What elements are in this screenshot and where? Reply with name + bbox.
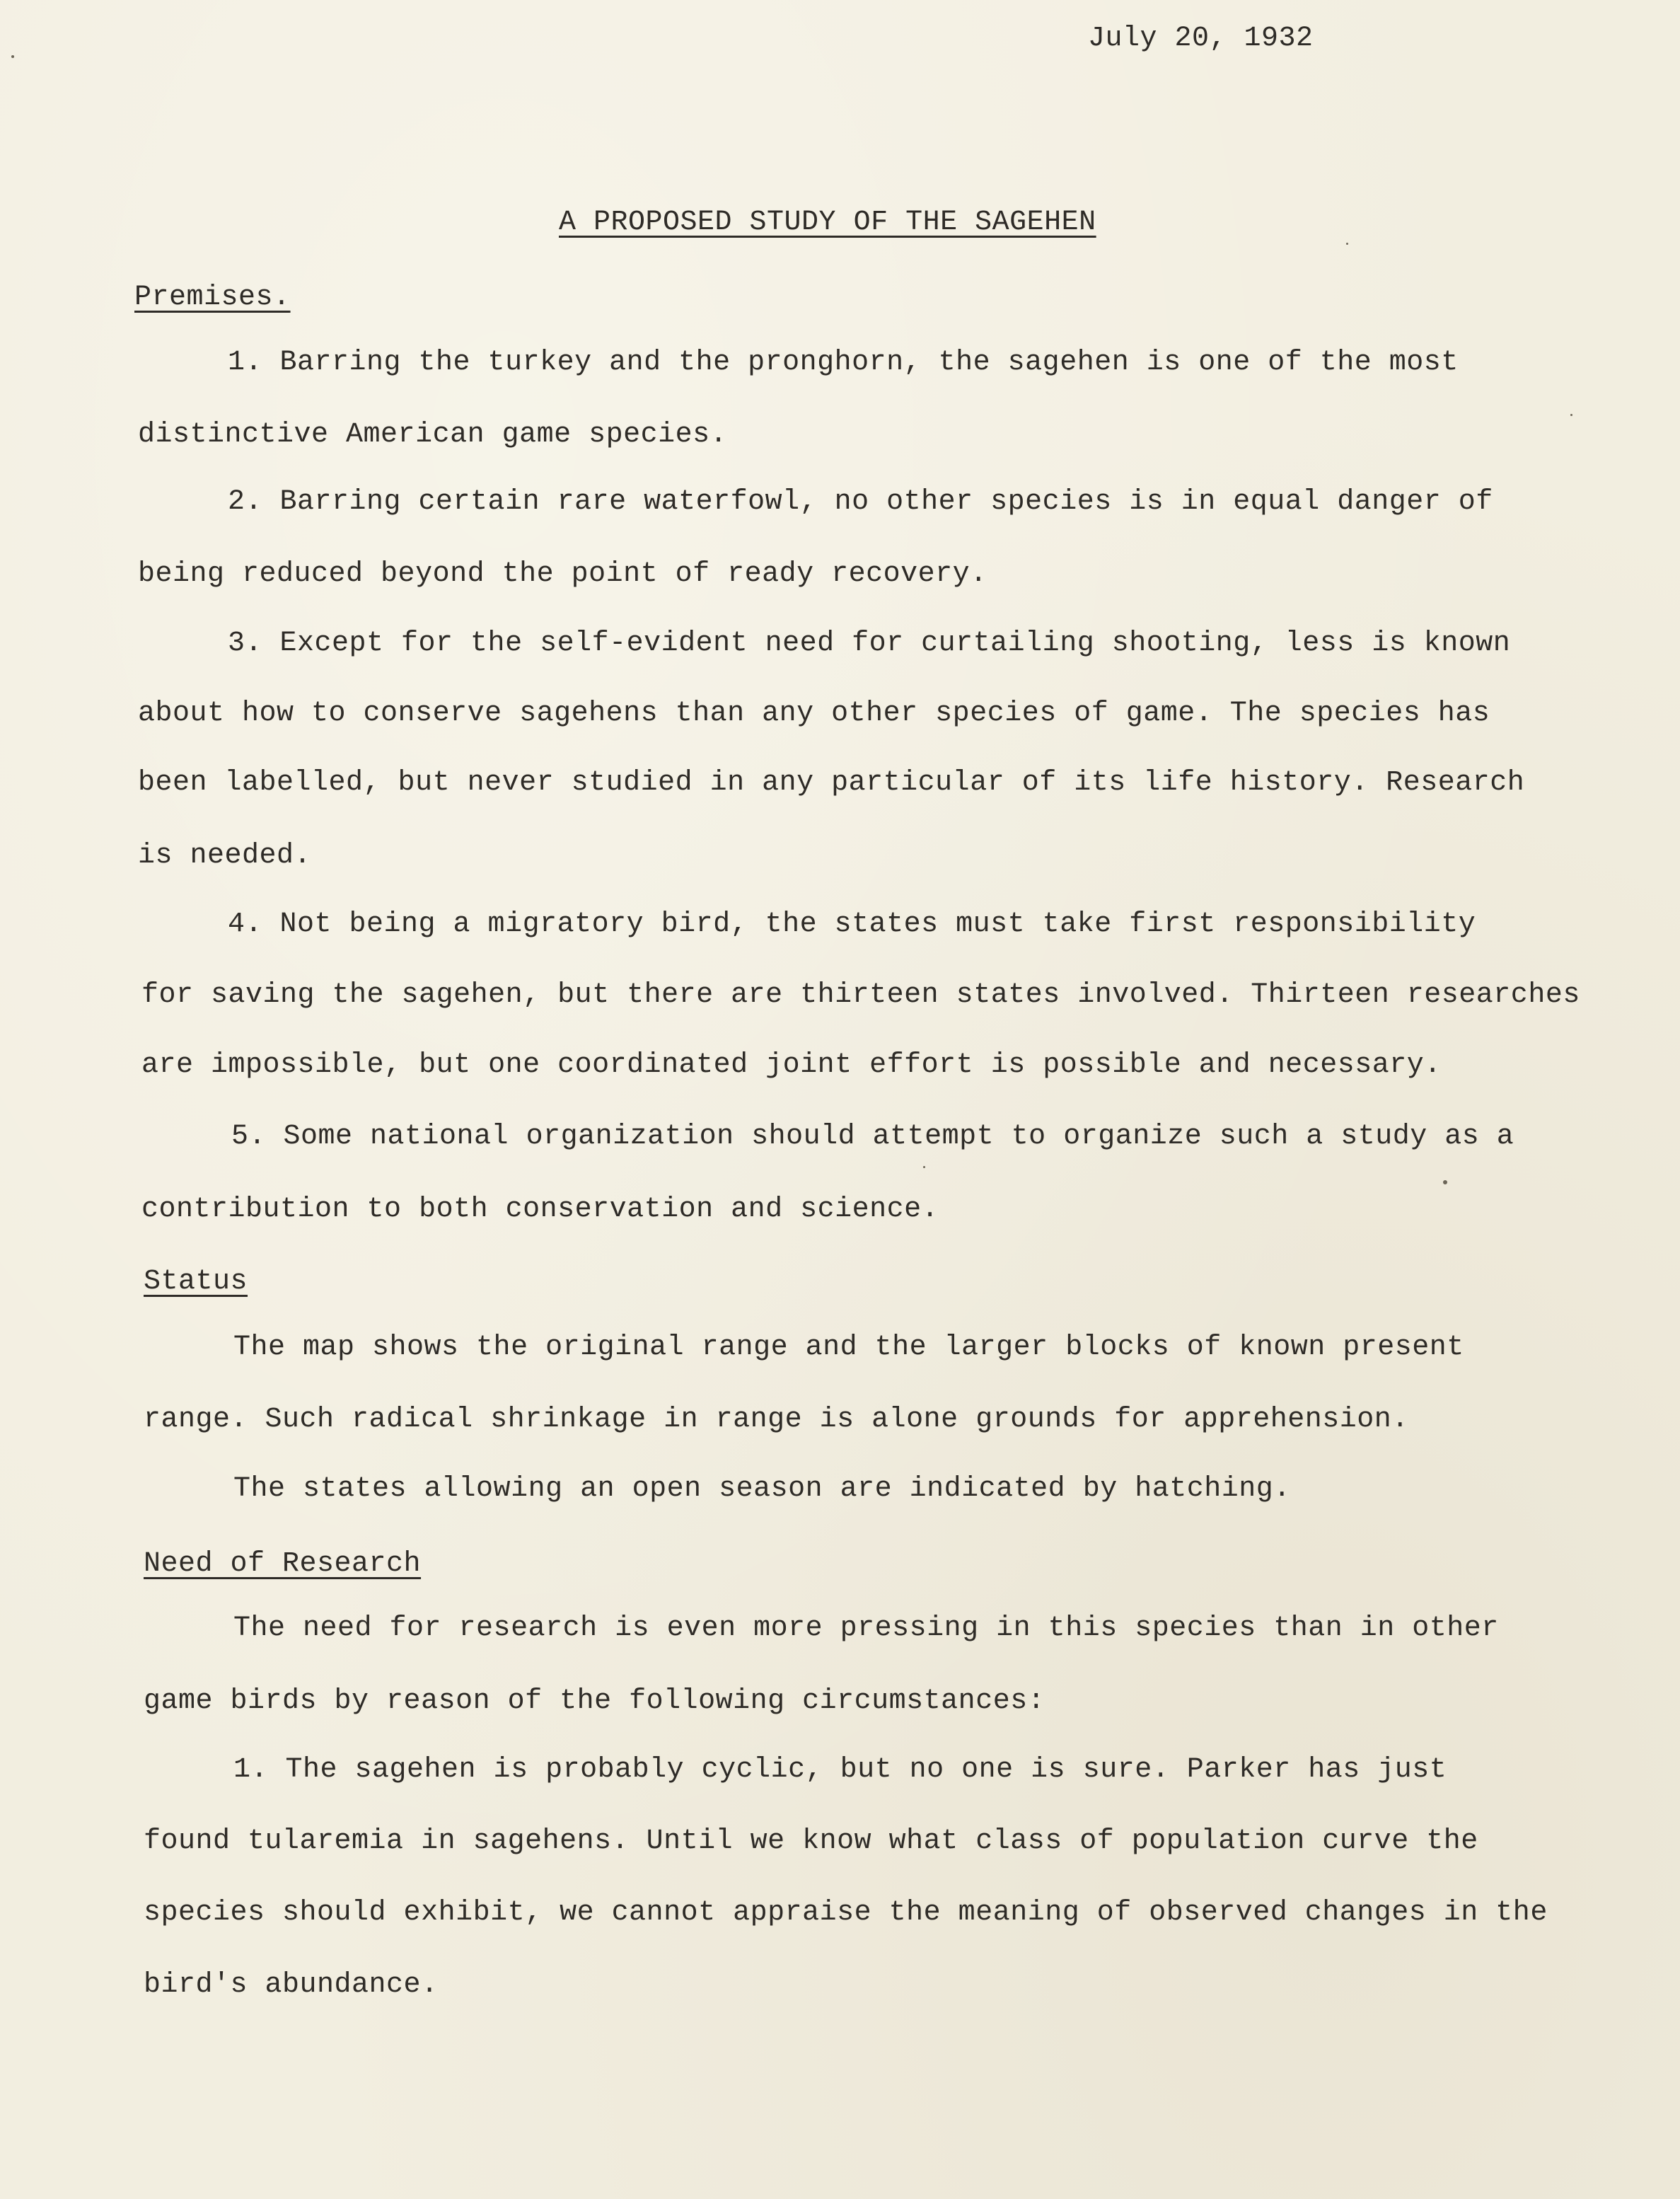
premise-1-line-1: 1. Barring the turkey and the pronghorn, the sagehen is one of the most: [228, 347, 1459, 379]
paper-speck: [1443, 1180, 1447, 1184]
premise-5-line-1: 5. Some national organization should attempt to organize such a study as a: [231, 1121, 1514, 1153]
premise-3-line-3: been labelled, but never studied in any particular of its life history. Research: [138, 767, 1525, 799]
research-para-1-line-2: game birds by reason of the following circumstances:: [144, 1685, 1045, 1717]
paper-speck: [11, 55, 14, 58]
premise-3-line-4: is needed.: [138, 840, 312, 872]
document-title: A PROPOSED STUDY OF THE SAGEHEN: [559, 207, 1096, 238]
paper-speck: [923, 1166, 925, 1168]
premise-4-line-1: 4. Not being a migratory bird, the states must take first responsibility: [228, 908, 1476, 940]
research-item-1-line-4: bird's abundance.: [144, 1969, 439, 2001]
premise-5-line-2: contribution to both conservation and science.: [141, 1194, 939, 1225]
status-para-1-line-2: range. Such radical shrinkage in range is alone grounds for apprehension.: [144, 1404, 1409, 1436]
date-line: July 20, 1932: [1088, 23, 1314, 54]
paper-speck: [1570, 414, 1572, 416]
research-item-1-line-2: found tularemia in sagehens. Until we know what class of population curve the: [144, 1825, 1478, 1857]
status-para-2-line-1: The states allowing an open season are indicated by hatching.: [233, 1473, 1291, 1505]
premise-3-line-1: 3. Except for the self-evident need for curtailing shooting, less is known: [228, 628, 1511, 659]
research-item-1-line-3: species should exhibit, we cannot appraise the meaning of observed changes in the: [144, 1897, 1548, 1929]
paper-speck: [1346, 243, 1348, 245]
premise-2-line-1: 2. Barring certain rare waterfowl, no other species is in equal danger of: [228, 486, 1493, 518]
status-para-1-line-1: The map shows the original range and the larger blocks of known present: [233, 1332, 1464, 1363]
premise-4-line-3: are impossible, but one coordinated joint effort is possible and necessary.: [141, 1049, 1442, 1081]
research-item-1-line-1: 1. The sagehen is probably cyclic, but no one is sure. Parker has just: [233, 1754, 1447, 1786]
premise-2-line-2: being reduced beyond the point of ready recovery.: [138, 558, 987, 590]
premise-3-line-2: about how to conserve sagehens than any other species of game. The species has: [138, 698, 1490, 729]
premises-heading: Premises.: [134, 282, 291, 313]
need-of-research-heading: Need of Research: [144, 1548, 422, 1580]
research-para-1-line-1: The need for research is even more pressing in this species than in other: [233, 1612, 1499, 1644]
status-heading: Status: [144, 1266, 248, 1298]
premise-4-line-2: for saving the sagehen, but there are thirteen states involved. Thirteen researches: [141, 979, 1580, 1011]
premise-1-line-2: distinctive American game species.: [138, 419, 728, 451]
